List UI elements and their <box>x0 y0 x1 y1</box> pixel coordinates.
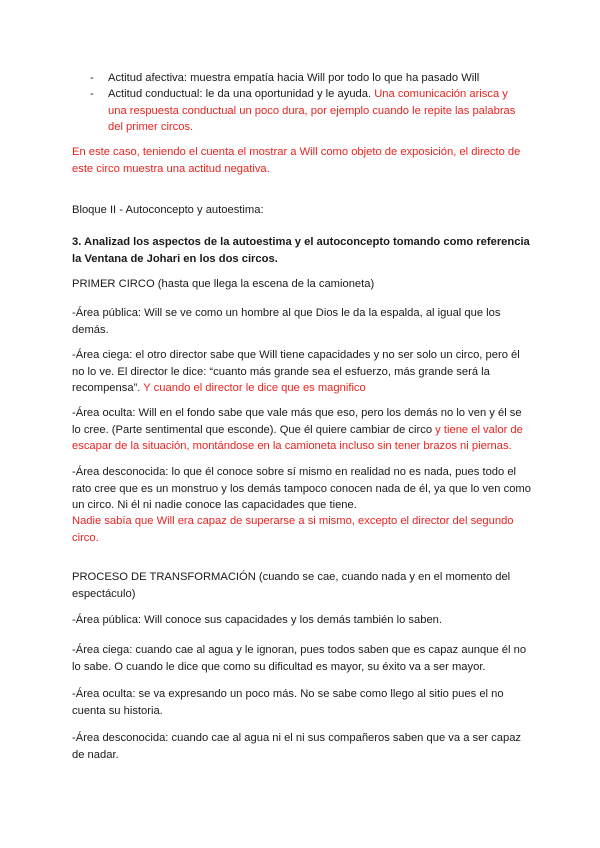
transformacion-area-publica: -Área pública: Will conoce sus capacidades y los demás también lo saben. <box>72 614 443 626</box>
primer-oculta-text: -Área oculta: Will en el fondo sabe que vale más que eso, pero los demás no lo ven y él se lo cree. (Parte sentimental que esconde). Que él quiere cambiar de circo <box>72 407 522 436</box>
bullet-text-black: Actitud conductual: le da una oportunidad y le ayuda. <box>108 88 375 100</box>
transformacion-heading: PROCESO DE TRANSFORMACIÓN (cuando se cae, cuando nada y en el momento del espectáculo) <box>72 571 511 600</box>
bullet-text-red: Una comunicación arisca y una respuesta conductual un poco dura, por ejemplo cuando le repite las palabras del primer circos. <box>108 88 516 133</box>
primer-area-publica: -Área pública: Will se ve como un hombre al que Dios le da la espalda, al igual que los demás. <box>72 307 501 336</box>
question-heading: 3. Analizad los aspectos de la autoestima y el autoconcepto tomando como referencia la Ventana de Johari en los dos circos. <box>72 236 530 265</box>
bullet-dash: - <box>90 88 94 100</box>
primer-area-desconocida: -Área desconocida: lo que él conoce sobre sí mismo en realidad no es nada, pues todo el rato cree que es un monstruo y los demás tampoco conocen nada de él, ya que lo ven como un circo. Ni él ni nadie conoce las capacidades que tiene. <box>72 466 531 511</box>
transformacion-area-ciega: -Área ciega: cuando cae al agua y le ignoran, pues todos saben que es capaz aunque él no lo sabe. O cuando le dice que como su dificultad es mayor, su éxito va a ser mayor. <box>72 644 527 673</box>
note-exposicion: En este caso, teniendo el cuenta el mostrar a Will como objeto de exposición, el directo de este circo muestra una actitud negativa. <box>72 146 521 175</box>
primer-heading: PRIMER CIRCO (hasta que llega la escena de la camioneta) <box>72 278 375 290</box>
transformacion-area-oculta: -Área oculta: se va expresando un poco más. No se sabe como llego al sitio pues el no cuenta su historia. <box>72 688 504 717</box>
primer-ciega-text: -Área ciega: el otro director sabe que Will tiene capacidades y no ser solo un circo, pero él no lo ve. El director le dice: “cuanto más grande sea el esfuerzo, más grande será la recompensa”. <box>72 349 520 394</box>
primer-ciega-red: Y cuando el director le dice que es magnifico <box>140 382 366 394</box>
bullet-text: Actitud afectiva: muestra empatía hacia Will por todo lo que ha pasado Will <box>108 72 480 84</box>
transformacion-area-desconocida: -Área desconocida: cuando cae al agua ni el ni sus compañeros saben que va a ser capaz de nadar. <box>72 732 522 761</box>
bullet-text <box>108 86 528 136</box>
primer-area-oculta <box>72 405 532 455</box>
bullet-dash: - <box>90 72 94 84</box>
primer-area-ciega <box>72 347 532 397</box>
primer-oculta-red: y tiene el valor de escapar de la situación, montándose en la camioneta incluso sin tener brazos ni piernas. <box>72 423 523 452</box>
bloque-title: Bloque II - Autoconcepto y autoestima: <box>72 204 264 216</box>
primer-desconocida-red: Nadie sabía que Will era capaz de superarse a si mismo, excepto el director del segundo circo. <box>72 515 514 544</box>
